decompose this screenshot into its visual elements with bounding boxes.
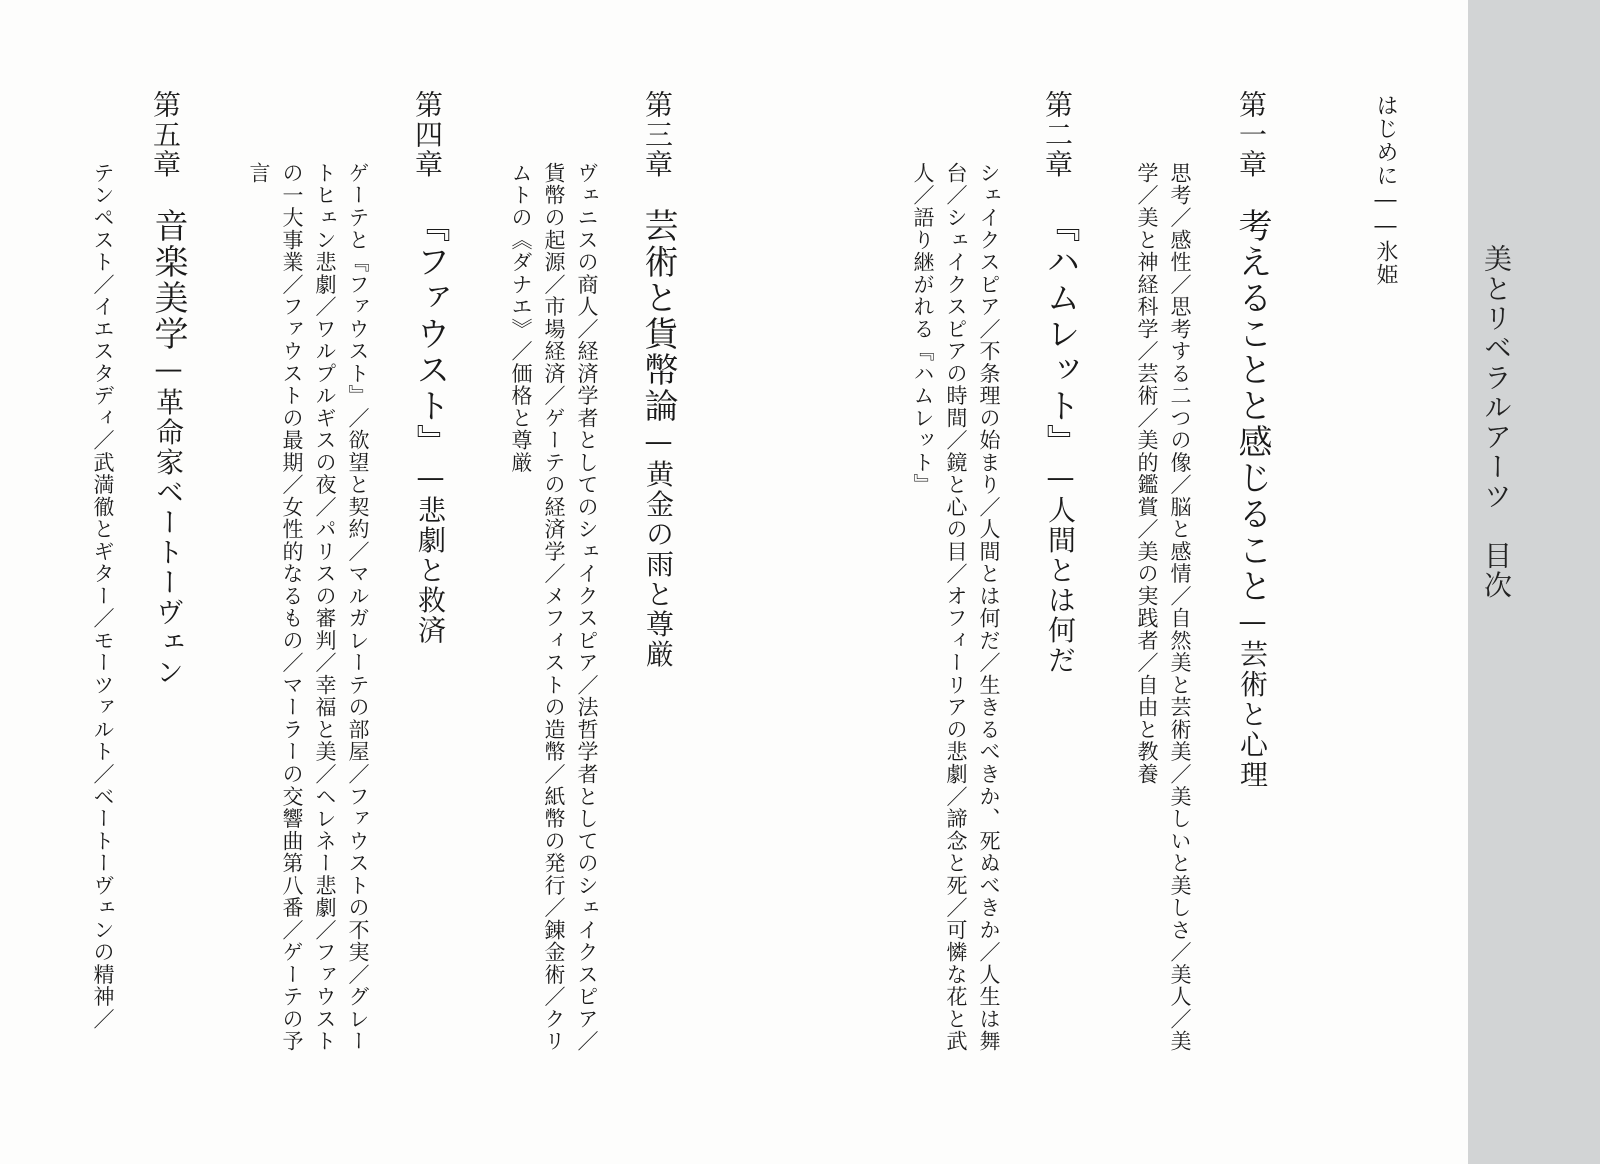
chapter-5-title: 音楽美学 [148,208,188,353]
chapter-4-number: 第四章 [411,90,444,180]
chapter-2-heading[interactable] [1040,208,1080,676]
chapter-1-title: 考えることと感じること [1232,208,1272,605]
chapter-1-sections: 思考／感性／思考する二つの像／脳と感情／自然美と芸術美／美しいと美しさ／美人／美学／美と神経科学／芸術／美的鑑賞／美の実践者／自由と教養 [1135,162,1192,1053]
chapter-2-title: 『ハムレット』 [1040,208,1080,461]
chapter-4-sections: ゲーテと『ファウスト』／欲望と契約／マルガレーテの部屋／ファウストの不実／グレートヒェン悲劇／ワルプルギスの夜／パリスの審判／幸福と美／ヘレネー悲劇／ファウストの一大事業／ファウストの最期／女性的なるもの／マーラーの交響曲第八番／ゲーテの予言 [247,162,370,1053]
chapter-2-number: 第二章 [1041,90,1074,180]
chapter-5-number: 第五章 [149,90,182,180]
chapter-3-subtitle: —黄金の雨と尊厳 [642,424,675,670]
chapter-5-subtitle: —革命家ベートーヴェン [152,352,185,688]
chapter-1-number: 第一章 [1235,90,1268,180]
chapter-3-heading[interactable] [638,208,678,670]
chapter-4-subtitle: —悲劇と救済 [414,460,447,646]
chapter-5-heading[interactable] [148,208,188,688]
chapter-4-heading[interactable] [410,208,450,646]
chapter-3-title: 芸術と貨幣論 [638,208,678,425]
chapter-5-sections: テンペスト／イエスタディ／武満徹とギター／モーツァルト／ベートーヴェンの精神／ [91,162,115,1031]
chapter-1-subtitle: —芸術と心理 [1236,604,1269,790]
book-title: 美とリベラルアーツ 目次 [1480,244,1513,601]
chapter-3-sections: ヴェニスの商人／経済学者としてのシェイクスピア／法哲学者としてのシェイクスピア／貨幣の起源／市場経済／ゲーテの経済学／メフィストの造幣／紙幣の発行／錬金術／クリムトの《ダナエ》／価格と尊厳 [509,162,599,1053]
chapter-1-heading[interactable] [1232,208,1272,790]
chapter-4-title: 『ファウスト』 [410,208,450,461]
chapter-2-sections: シェイクスピア／不条理の始まり／人間とは何だ／生きるべきか、死ぬべきか／人生は舞台／シェイクスピアの時間／鏡と心の目／オフィーリアの悲劇／諦念と死／可憐な花と武人／語り継がれる『ハムレット』 [911,162,1001,1053]
chapter-2-subtitle: —人間とは何だ [1044,460,1077,676]
chapter-3-number: 第三章 [641,90,674,180]
preface-entry[interactable]: はじめに――氷姫 [1373,94,1398,287]
